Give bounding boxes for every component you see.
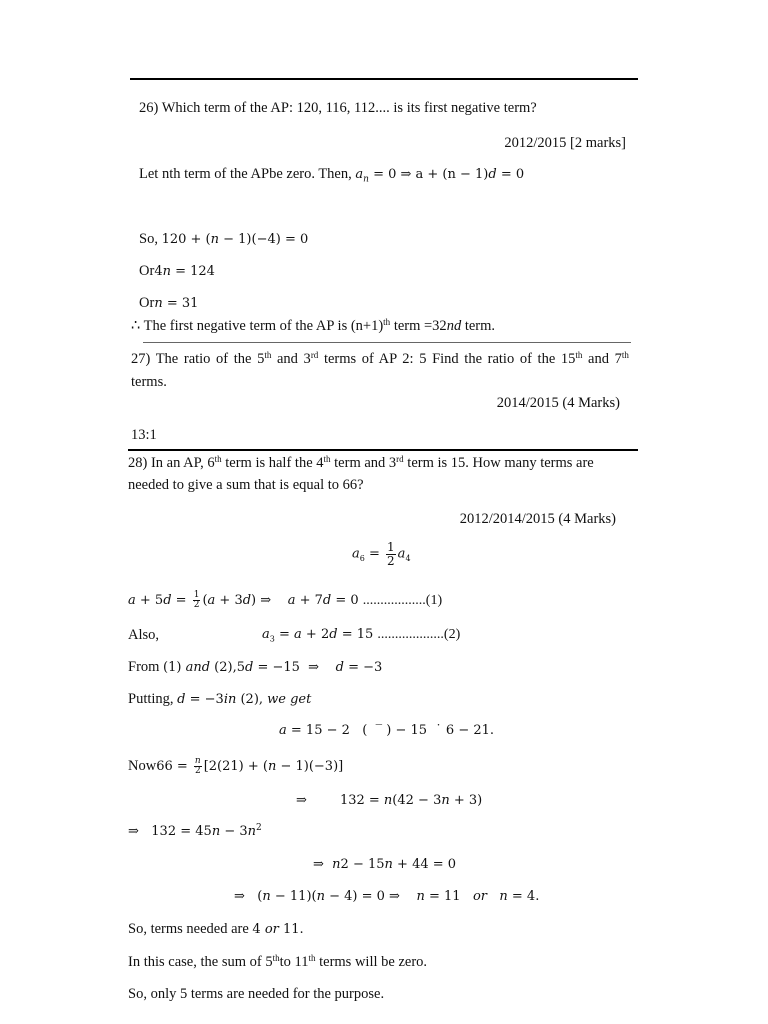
q27-divider — [128, 449, 638, 451]
q28-eq-a6: $a_6$ = $\frac{1}{2}$ $a_4$ — [352, 540, 411, 568]
q26-line3-text: Or — [139, 263, 155, 279]
q28-years: 2012/2014/2015 (4 Marks) — [459, 511, 616, 527]
q28-step4: ⇒ (n − 11)(n − 4) = 0 ⇒ n = 11 or n = 4. — [234, 889, 540, 904]
q28-now-text: Now — [128, 758, 157, 774]
q26-line2 — [139, 231, 308, 248]
q27-answer: 13:1 — [131, 427, 157, 443]
q26-line1-math: $a_n = 0$ ⇒ a + (n − 1)d = 0 — [355, 167, 525, 185]
q26-line4-math: n = 31 — [154, 296, 199, 311]
q26-years: 2012/2015 [2 marks] — [504, 135, 626, 151]
q26-line4 — [139, 295, 198, 312]
q27-question-line2: terms. — [131, 374, 167, 390]
q28-now-math: 66 = $\frac{n}{2}$ [2(21) + (n − 1)(−3)] — [156, 756, 344, 776]
q28-question-line1: 28) In an AP, 6th term is half the 4th term and 3rd term is 15. How many terms are — [128, 454, 594, 471]
q28-terms-needed — [128, 921, 304, 938]
q28-eq2: $a_3 = a + 2d = 15$ ...................(2) — [262, 627, 461, 644]
q26-line3-math: 4n = 124 — [154, 264, 215, 279]
q28-from-text: From — [128, 659, 164, 675]
q26-conclusion: ∴ The first negative term of the AP is $(n+1)^{th}$ term =32nd term. — [131, 317, 496, 334]
q28-now-line — [128, 757, 343, 776]
q26-question: 26) Which term of the AP: 120, 116, 112.... is its first negative term? — [139, 100, 537, 116]
top-divider — [130, 78, 638, 80]
q28-also-label: Also, — [128, 627, 160, 643]
q28-a-value: a = 15 − 2 ( ‾ ) − 15 ˙ 6 − 21. — [279, 723, 495, 738]
q28-terms-needed-text: So, terms needed are — [128, 921, 253, 937]
q26-line2-text: So, — [139, 231, 162, 247]
q28-putting-math: d = −3in (2), we get — [177, 692, 312, 707]
q28-final-text: So, only 5 terms are needed for the purpose. — [128, 986, 385, 1002]
q26-line1 — [139, 166, 524, 185]
q28-from-math: (1) and (2),5d = −15 ⇒ d = −3 — [163, 660, 383, 675]
q28-case-text: In this case, the sum of 5thto 11th terms will be zero. — [128, 953, 428, 970]
q28-from-line — [128, 659, 382, 676]
q28-step2: ⇒ $132 = 45n - 3n^2$ — [128, 823, 262, 839]
q26-line3 — [139, 263, 215, 280]
q26-line2-math: 120 + (n − 1)(−4) = 0 — [161, 232, 309, 247]
q28-putting-line — [128, 691, 311, 708]
q28-step3: ⇒ n2 − 15n + 44 = 0 — [313, 857, 457, 872]
q28-step1: ⇒ 132 = n(42 − 3n + 3) — [296, 793, 483, 808]
q27-question-line1: 27) The ratio of the 5th and 3rd terms of AP 2: 5 Find the ratio of the 15th and 7th — [131, 350, 629, 367]
q28-terms-needed-math: 4 or 11. — [252, 922, 304, 937]
q26-line1-text: Let nth term of the APbe zero. Then, — [139, 166, 356, 182]
q28-eq1: a + 5d = $\frac{1}{2}$ (a + 3d) ⇒ a + 7d = 0 ..................(1) — [128, 590, 443, 610]
q28-question-line2: needed to give a sum that is equal to 66? — [128, 477, 364, 493]
q26-divider — [143, 342, 631, 343]
q27-years: 2014/2015 (4 Marks) — [496, 395, 620, 411]
q26-line4-text: Or — [139, 295, 155, 311]
q28-putting-text: Putting, — [128, 691, 178, 707]
